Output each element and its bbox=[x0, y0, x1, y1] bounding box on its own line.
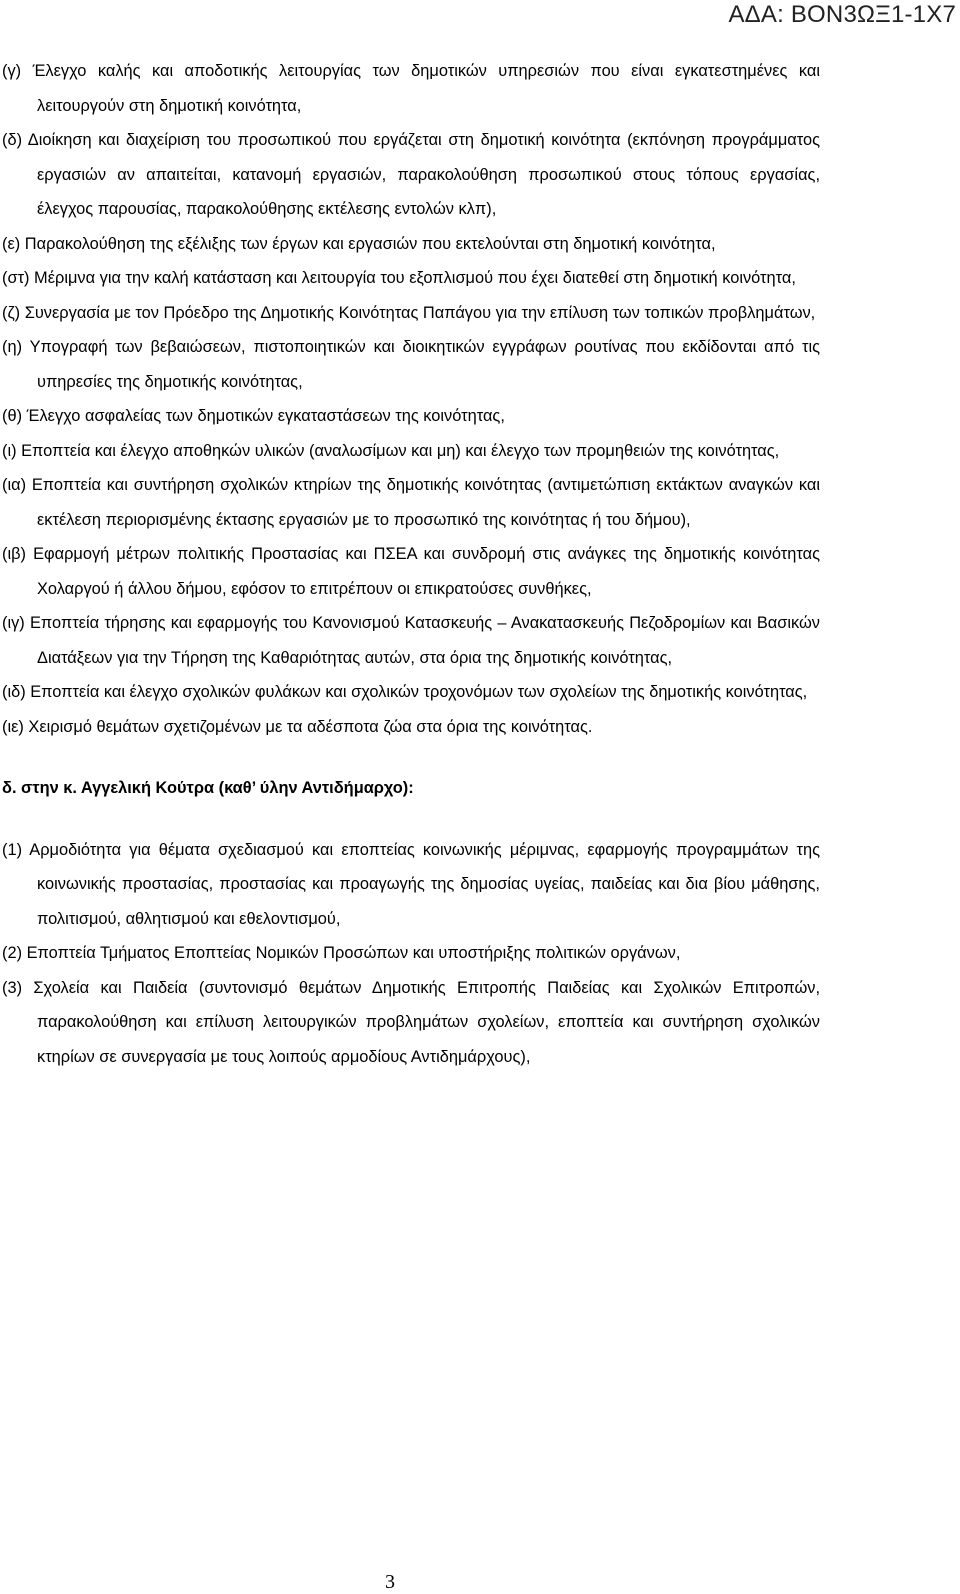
list-item-delta: (δ) Διοίκηση και διαχείριση του προσωπικού που εργάζεται στη δημοτική κοινότητα (εκπόνηση προγράμματος εργασιών αν απαιτείται, κατανομή εργασιών, παρακολούθηση προσωπικού στους τόπους εργασίας, έλεγχος παρουσίας, παρακολούθησης εκτέλεσης εντολών κλπ), bbox=[2, 131, 820, 218]
letter-item-list bbox=[2, 54, 820, 744]
numbered-item-1: (1) Αρμοδιότητα για θέματα σχεδιασμού και εποπτείας κοινωνικής μέριμνας, εφαρμογής προγραμμάτων της κοινωνικής προστασίας, προστασίας και προαγωγής της δημοσίας υγείας, παιδείας και δια βίου μάθησης, πολιτισμού, αθλητισμού και εθελοντισμού, bbox=[2, 840, 820, 928]
numbered-item-2: (2) Εποπτεία Τμήματος Εποπτείας Νομικών Προσώπων και υποστήριξης πολιτικών οργάνων, bbox=[2, 944, 681, 962]
list-item-ia: (ια) Εποπτεία και συντήρηση σχολικών κτηρίων της δημοτικής κοινότητας (αντιμετώπιση εκτάκτων αναγκών και εκτέλεση περιορισμένης έκτασης εργασιών με το προσωπικό της κοινότητας ή του δήμου), bbox=[2, 476, 820, 529]
document-body bbox=[2, 54, 820, 1074]
list-item-iota: (ι) Εποπτεία και έλεγχο αποθηκών υλικών (αναλωσίμων και μη) και έλεγχο των προμηθειών της κοινότητας, bbox=[2, 441, 780, 460]
list-item-ig: (ιγ) Εποπτεία τήρησης και εφαρμογής του Κανονισμού Κατασκευής – Ανακατασκευής Πεζοδρομίων και Βασικών Διατάξεων για την Τήρηση της Καθαριότητας αυτών, στα όρια της δημοτικής κοινότητας, bbox=[2, 614, 820, 667]
ada-document-code: ΑΔΑ: ΒΟΝ3ΩΞ1-1Χ7 bbox=[728, 1, 956, 28]
list-item-eta: (η) Υπογραφή των βεβαιώσεων, πιστοποιητικών και διοικητικών εγγράφων ρουτίνας που εκδίδονται από τις υπηρεσίες της δημοτικής κοινότητας, bbox=[2, 338, 820, 391]
list-item-id: (ιδ) Εποπτεία και έλεγχο σχολικών φυλάκων και σχολικών τροχονόμων των σχολείων της δημοτικής κοινότητας, bbox=[2, 683, 808, 701]
list-item-zeta: (ζ) Συνεργασία με τον Πρόεδρο της Δημοτικής Κοινότητας Παπάγου για την επίλυση των τοπικών προβλημάτων, bbox=[2, 303, 816, 322]
list-item-ib: (ιβ) Εφαρμογή μέτρων πολιτικής Προστασίας και ΠΣΕΑ και συνδρομή στις ανάγκες της δημοτικής κοινότητας Χολαργού ή άλλου δήμου, εφόσον το επιτρέπουν οι επικρατούσες συνθήκες, bbox=[2, 545, 820, 598]
section-heading: δ. στην κ. Αγγελική Κούτρα (καθ’ ύλην Αντιδήμαρχο): bbox=[2, 779, 414, 797]
list-item-st: (στ) Μέριμνα για την καλή κατάσταση και λειτουργία του εξοπλισμού που έχει διατεθεί στη δημοτική κοινότητα, bbox=[2, 269, 796, 287]
list-item-theta: (θ) Έλεγχο ασφαλείας των δημοτικών εγκαταστάσεων της κοινότητας, bbox=[2, 407, 505, 425]
numbered-item-list bbox=[2, 833, 820, 1075]
numbered-item-3: (3) Σχολεία και Παιδεία (συντονισμό θεμάτων Δημοτικής Επιτροπής Παιδείας και Σχολικών Επιτροπών, παρακολούθηση και επίλυση λειτουργικών προβλημάτων σχολείων, εποπτεία και συντήρηση σχολικών κτηρίων σε συνεργασία με τους λοιπούς αρμοδίους Αντιδημάρχους), bbox=[2, 978, 820, 1066]
list-item-ie: (ιε) Χειρισμό θεμάτων σχετιζομένων με τα αδέσποτα ζώα στα όρια της κοινότητας. bbox=[2, 717, 593, 736]
page-number: 3 bbox=[385, 1571, 395, 1593]
list-item-epsilon: (ε) Παρακολούθηση της εξέλιξης των έργων και εργασιών που εκτελούνται στη δημοτική κοινότητα, bbox=[2, 234, 716, 253]
list-item-gamma: (γ) Έλεγχο καλής και αποδοτικής λειτουργίας των δημοτικών υπηρεσιών που είναι εγκατεστημένες και λειτουργούν στη δημοτική κοινότητα, bbox=[2, 62, 820, 115]
